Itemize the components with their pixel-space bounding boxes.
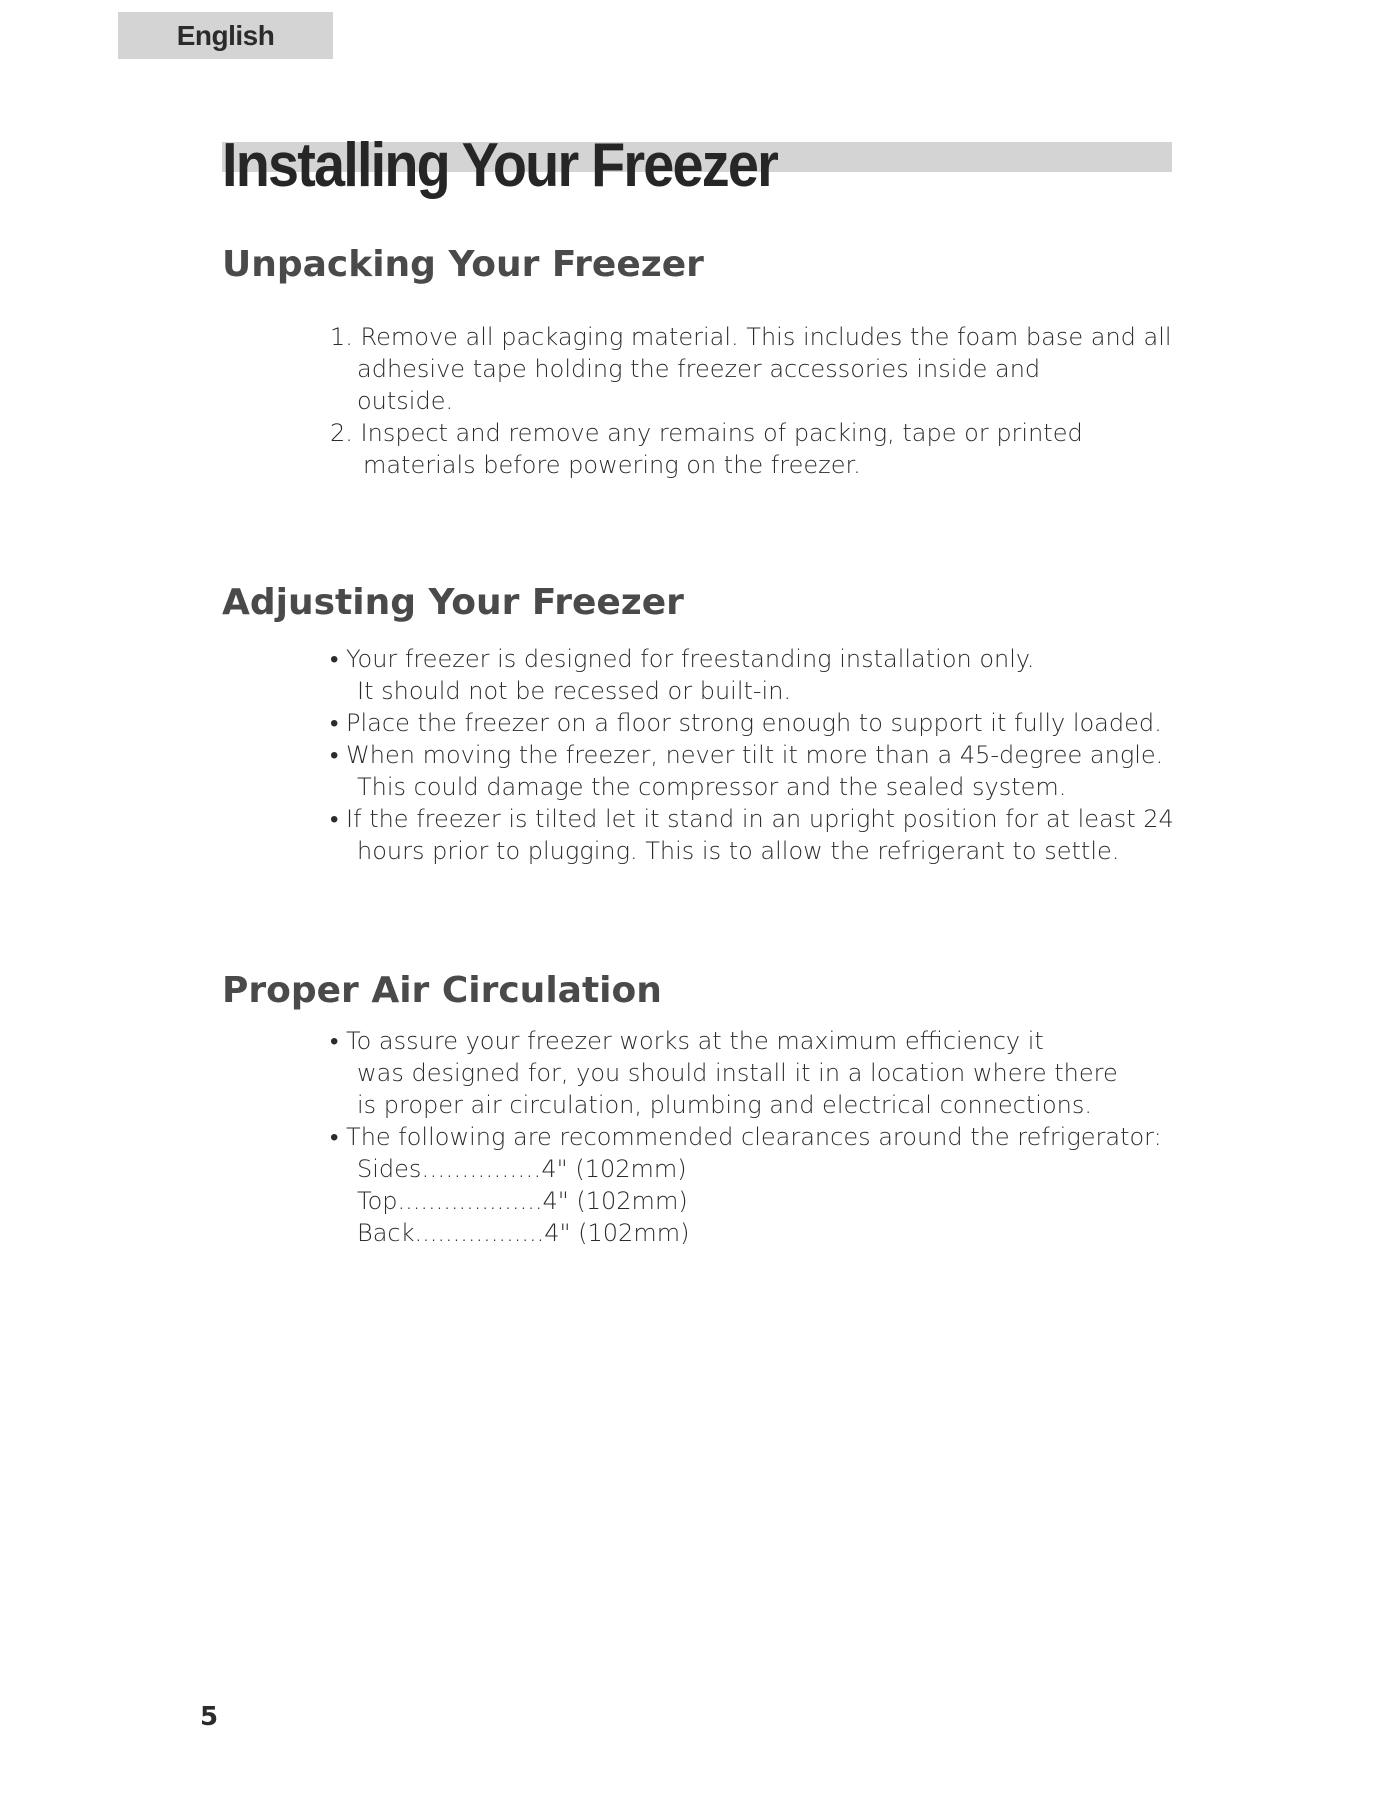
section-heading-air-circulation: Proper Air Circulation [222, 970, 662, 1011]
list-item: • Your freezer is designed for freestanding installation only. [330, 645, 1035, 673]
language-tab: English [118, 12, 333, 59]
list-item-continuation: outside. [357, 387, 454, 415]
section-heading-unpacking: Unpacking Your Freezer [222, 244, 704, 285]
list-item-continuation: adhesive tape holding the freezer accessories inside and [357, 355, 1041, 383]
section-heading-adjusting: Adjusting Your Freezer [222, 582, 684, 623]
unpacking-steps [330, 321, 1172, 481]
page-number: 5 [200, 1702, 219, 1732]
list-item: 1. Remove all packaging material. This includes the foam base and all [330, 323, 1172, 351]
clearance-back: Back.................4" (102mm) [357, 1219, 690, 1247]
list-item: • Place the freezer on a floor strong enough to support it fully loaded. [330, 709, 1162, 737]
list-item: • When moving the freezer, never tilt it more than a 45-degree angle. [330, 741, 1164, 769]
list-item: • If the freezer is tilted let it stand in an upright position for at least 24 [330, 805, 1174, 833]
list-item-continuation: is proper air circulation, plumbing and electrical connections. [357, 1091, 1092, 1119]
clearance-sides: Sides……………4" (102mm) [357, 1155, 687, 1183]
list-item-continuation: was designed for, you should install it in a location where there [357, 1059, 1118, 1087]
clearance-top: Top...................4" (102mm) [357, 1187, 688, 1215]
list-item-continuation: materials before powering on the freezer. [363, 451, 861, 479]
page-title: Installing Your Freezer [222, 131, 777, 200]
air-circulation-bullets [330, 1025, 1162, 1249]
list-item-continuation: It should not be recessed or built-in. [357, 677, 792, 705]
list-item: • To assure your freezer works at the maximum efficiency it [330, 1027, 1044, 1055]
list-item: 2. Inspect and remove any remains of packing, tape or printed [330, 419, 1083, 447]
adjusting-bullets [330, 643, 1174, 867]
list-item-continuation: hours prior to plugging. This is to allow the refrigerant to settle. [357, 837, 1120, 865]
list-item: • The following are recommended clearances around the refrigerator: [330, 1123, 1162, 1151]
list-item-continuation: This could damage the compressor and the sealed system. [357, 773, 1067, 801]
